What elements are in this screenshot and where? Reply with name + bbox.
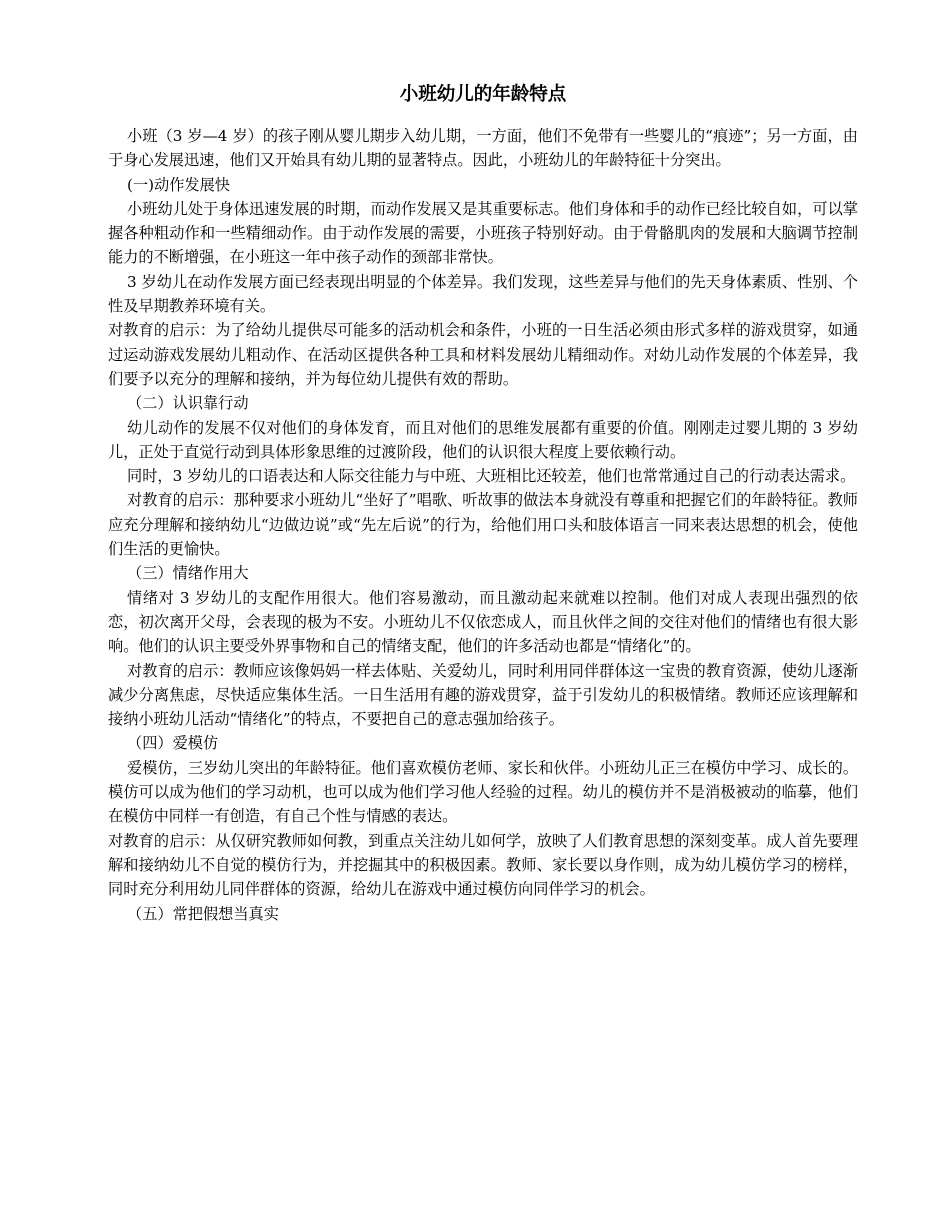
paragraph-intro: 小班（3 岁—4 岁）的孩子刚从婴儿期步入幼儿期，一方面，他们不免带有一些婴儿的“痕迹”；另一方面，由于身心发展迅速，他们又开始具有幼儿期的显著特点。因此，小班幼儿的年龄特征十分突出。: [108, 127, 858, 170]
document-body: [108, 124, 858, 926]
paragraph: 爱模仿，三岁幼儿突出的年龄特征。他们喜欢模仿老师、家长和伙伴。小班幼儿正三在模仿中学习、成长的。模仿可以成为他们的学习动机，也可以成为他们学习他人经验的过程。幼儿的模仿并不是消极被动的临摹，他们在模仿中同样一有创造，有自己个性与情感的表达。: [108, 758, 858, 826]
paragraph-implication: 对教育的启示：从仅研究教师如何教，到重点关注幼儿如何学，放映了人们教育思想的深刻变革。成人首先要理解和接纳幼儿不自觉的模仿行为，并挖掘其中的积极因素。教师、家长要以身作则，成为幼儿模仿学习的榜样，同时充分利用幼儿同伴群体的资源，给幼儿在游戏中通过模仿向同伴学习的机会。: [108, 831, 858, 899]
document-title: 小班幼儿的年龄特点: [399, 84, 567, 105]
section-heading-4: （四）爱模仿: [127, 734, 219, 753]
paragraph: 3 岁幼儿在动作发展方面已经表现出明显的个体差异。我们发现，这些差异与他们的先天身体素质、性别、个性及早期教养环境有关。: [108, 272, 858, 316]
paragraph: 情绪对 3 岁幼儿的支配作用很大。他们容易激动，而且激动起来就难以控制。他们对成人表现出强烈的依恋，初次离开父母，会表现的极为不安。小班幼儿不仅依恋成人，而且伙伴之间的交往对他们的情绪也有很大影响。他们的认识主要受外界事物和自己的情绪支配，他们的许多活动也都是“情绪化”的。: [108, 588, 858, 656]
paragraph: 同时，3 岁幼儿的口语表达和人际交往能力与中班、大班相比还较差，他们也常常通过自己的行动表达需求。: [127, 467, 856, 486]
paragraph-implication: 对教育的启示：那种要求小班幼儿“坐好了”唱歌、听故事的做法本身就没有尊重和把握它们的年龄特征。教师应充分理解和接纳幼儿“边做边说”或“先左后说”的行为，给他们用口头和肢体语言一同来表达思想的机会，使他们生活的更愉快。: [108, 491, 858, 559]
document-page: [108, 82, 858, 926]
paragraph: 小班幼儿处于身体迅速发展的时期，而动作发展又是其重要标志。他们身体和手的动作已经比较自如，可以掌握各种粗动作和一些精细动作。由于动作发展的需要，小班孩子特别好动。由于骨骼肌肉的发展和大脑调节控制能力的不断增强，在小班这一年中孩子动作的颈部非常快。: [108, 199, 858, 267]
paragraph-implication: 对教育的启示：教师应该像妈妈一样去体贴、关爱幼儿，同时利用同伴群体这一宝贵的教育资源，使幼儿逐渐减少分离焦虑，尽快适应集体生活。一日生活用有趣的游戏贯穿，益于引发幼儿的积极情绪。教师还应该理解和接纳小班幼儿活动“情绪化”的特点，不要把自己的意志强加给孩子。: [108, 661, 858, 729]
paragraph: 幼儿动作的发展不仅对他们的身体发育，而且对他们的思维发展都有重要的价值。刚刚走过婴儿期的 3 岁幼儿，正处于直觉行动到具体形象思维的过渡阶段，他们的认识很大程度上要依赖行动。: [108, 418, 858, 461]
section-heading-2: （二）认识靠行动: [127, 394, 249, 413]
section-heading-5: （五）常把假想当真实: [127, 904, 279, 923]
section-heading-3: （三）情绪作用大: [127, 564, 249, 583]
paragraph-implication: 对教育的启示：为了给幼儿提供尽可能多的活动机会和条件，小班的一日生活必须由形式多样的游戏贯穿，如通过运动游戏发展幼儿粗动作、在活动区提供各种工具和材料发展幼儿精细动作。对幼儿动作发展的个体差异，我们要予以充分的理解和接纳，并为每位幼儿提供有效的帮助。: [108, 321, 858, 388]
section-heading-1: (一)动作发展快: [127, 175, 230, 194]
